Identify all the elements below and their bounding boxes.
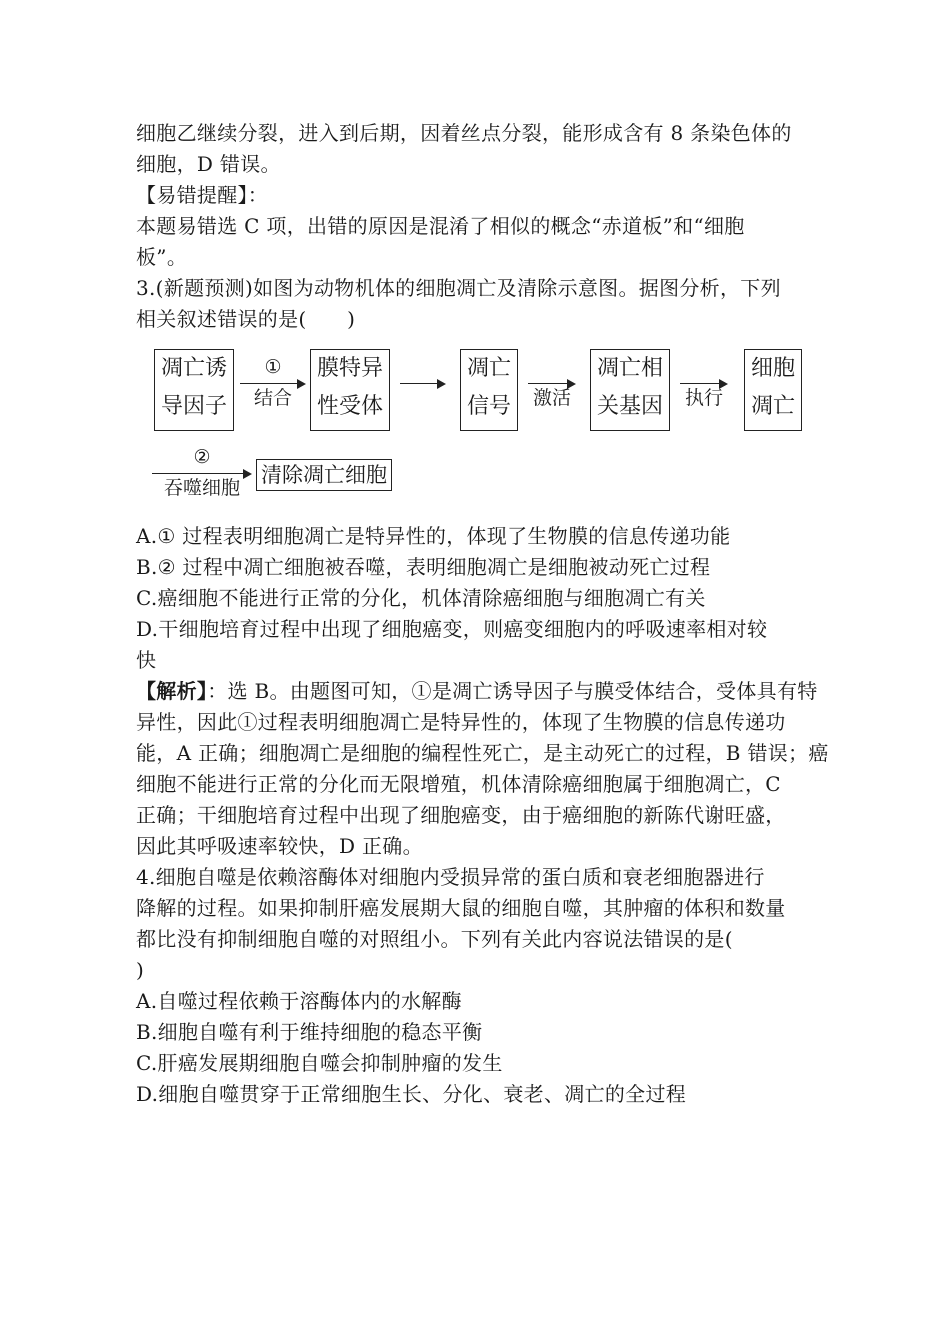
text-line: 细胞乙继续分裂，进入到后期，因着丝点分裂，能形成含有 8 条染色体的 [136,121,792,145]
diagram-box-genes: 凋亡相 关基因 [590,349,670,431]
option-d-continued: 快 [136,648,157,672]
text-line: 本题易错选 C 项，出错的原因是混淆了相似的概念“赤道板”和“细胞 [136,214,745,238]
option-b: B.细胞自噬有利于维持细胞的稳态平衡 [136,1020,483,1044]
option-a: A.① 过程表明细胞凋亡是特异性的，体现了生物膜的信息传递功能 [136,524,731,548]
option-c: C.癌细胞不能进行正常的分化，机体清除癌细胞与细胞凋亡有关 [136,586,706,610]
analysis-line: 异性，因此①过程表明细胞凋亡是特异性的，体现了生物膜的信息传递功 [136,710,786,734]
diagram-box-signal: 凋亡 信号 [460,349,518,431]
question-4-stem: 降解的过程。如果抑制肝癌发展期大鼠的细胞自噬，其肿瘤的体积和数量 [136,896,786,920]
analysis-label: 【解析】 [136,679,208,703]
option-a: A.自噬过程依赖于溶酶体内的水解酶 [136,989,462,1013]
arrow-activate: 激活 [528,355,576,415]
arrow-execute: 执行 [680,355,728,415]
diagram-box-inducer: 凋亡诱 导因子 [154,349,234,431]
analysis-line: 能，A 正确；细胞凋亡是细胞的编程性死亡，是主动死亡的过程，B 错误；癌 [136,741,829,765]
option-d: D.细胞自噬贯穿于正常细胞生长、分化、衰老、凋亡的全过程 [136,1082,687,1106]
arrow-bind: ① 结合 [240,355,306,415]
question-4-stem: 4.细胞自噬是依赖溶酶体对细胞内受损异常的蛋白质和衰老细胞器进行 [136,865,765,889]
tip-title: 【易错提醒】： [136,183,269,207]
text-line: 细胞，D 错误。 [136,152,281,176]
option-c: C.肝癌发展期细胞自噬会抑制肿瘤的发生 [136,1051,503,1075]
document-page [136,118,848,1110]
diagram-box-receptor: 膜特异 性受体 [310,349,390,431]
analysis-first-line: 【解析】：选 B。由题图可知，①是凋亡诱导因子与膜受体结合，受体具有特 [136,679,818,703]
text-line: 板”。 [136,245,188,269]
diagram-box-clearance: 清除凋亡细胞 [256,459,392,491]
option-d: D.干细胞培育过程中出现了细胞癌变，则癌变细胞内的呼吸速率相对较 [136,617,768,641]
question-3-stem: 相关叙述错误的是( ) [136,307,356,331]
analysis-line: 正确；干细胞培育过程中出现了细胞癌变，由于癌细胞的新陈代谢旺盛， [136,803,786,827]
analysis-line: 因此其呼吸速率较快，D 正确。 [136,834,423,858]
analysis-line: 细胞不能进行正常的分化而无限增殖，机体清除癌细胞属于细胞凋亡，C [136,772,781,796]
arrow-plain [400,355,446,415]
apoptosis-diagram [136,345,848,515]
question-4-stem: ) [136,958,145,982]
question-3-stem: 3.(新题预测)如图为动物机体的细胞凋亡及清除示意图。据图分析，下列 [136,276,781,300]
question-4-stem: 都比没有抑制细胞自噬的对照组小。下列有关此内容说法错误的是( [136,927,733,951]
option-b: B.② 过程中凋亡细胞被吞噬，表明细胞凋亡是细胞被动死亡过程 [136,555,711,579]
diagram-box-apoptosis: 细胞 凋亡 [744,349,802,431]
arrow-phagocyte: ② 吞噬细胞 [152,445,252,505]
